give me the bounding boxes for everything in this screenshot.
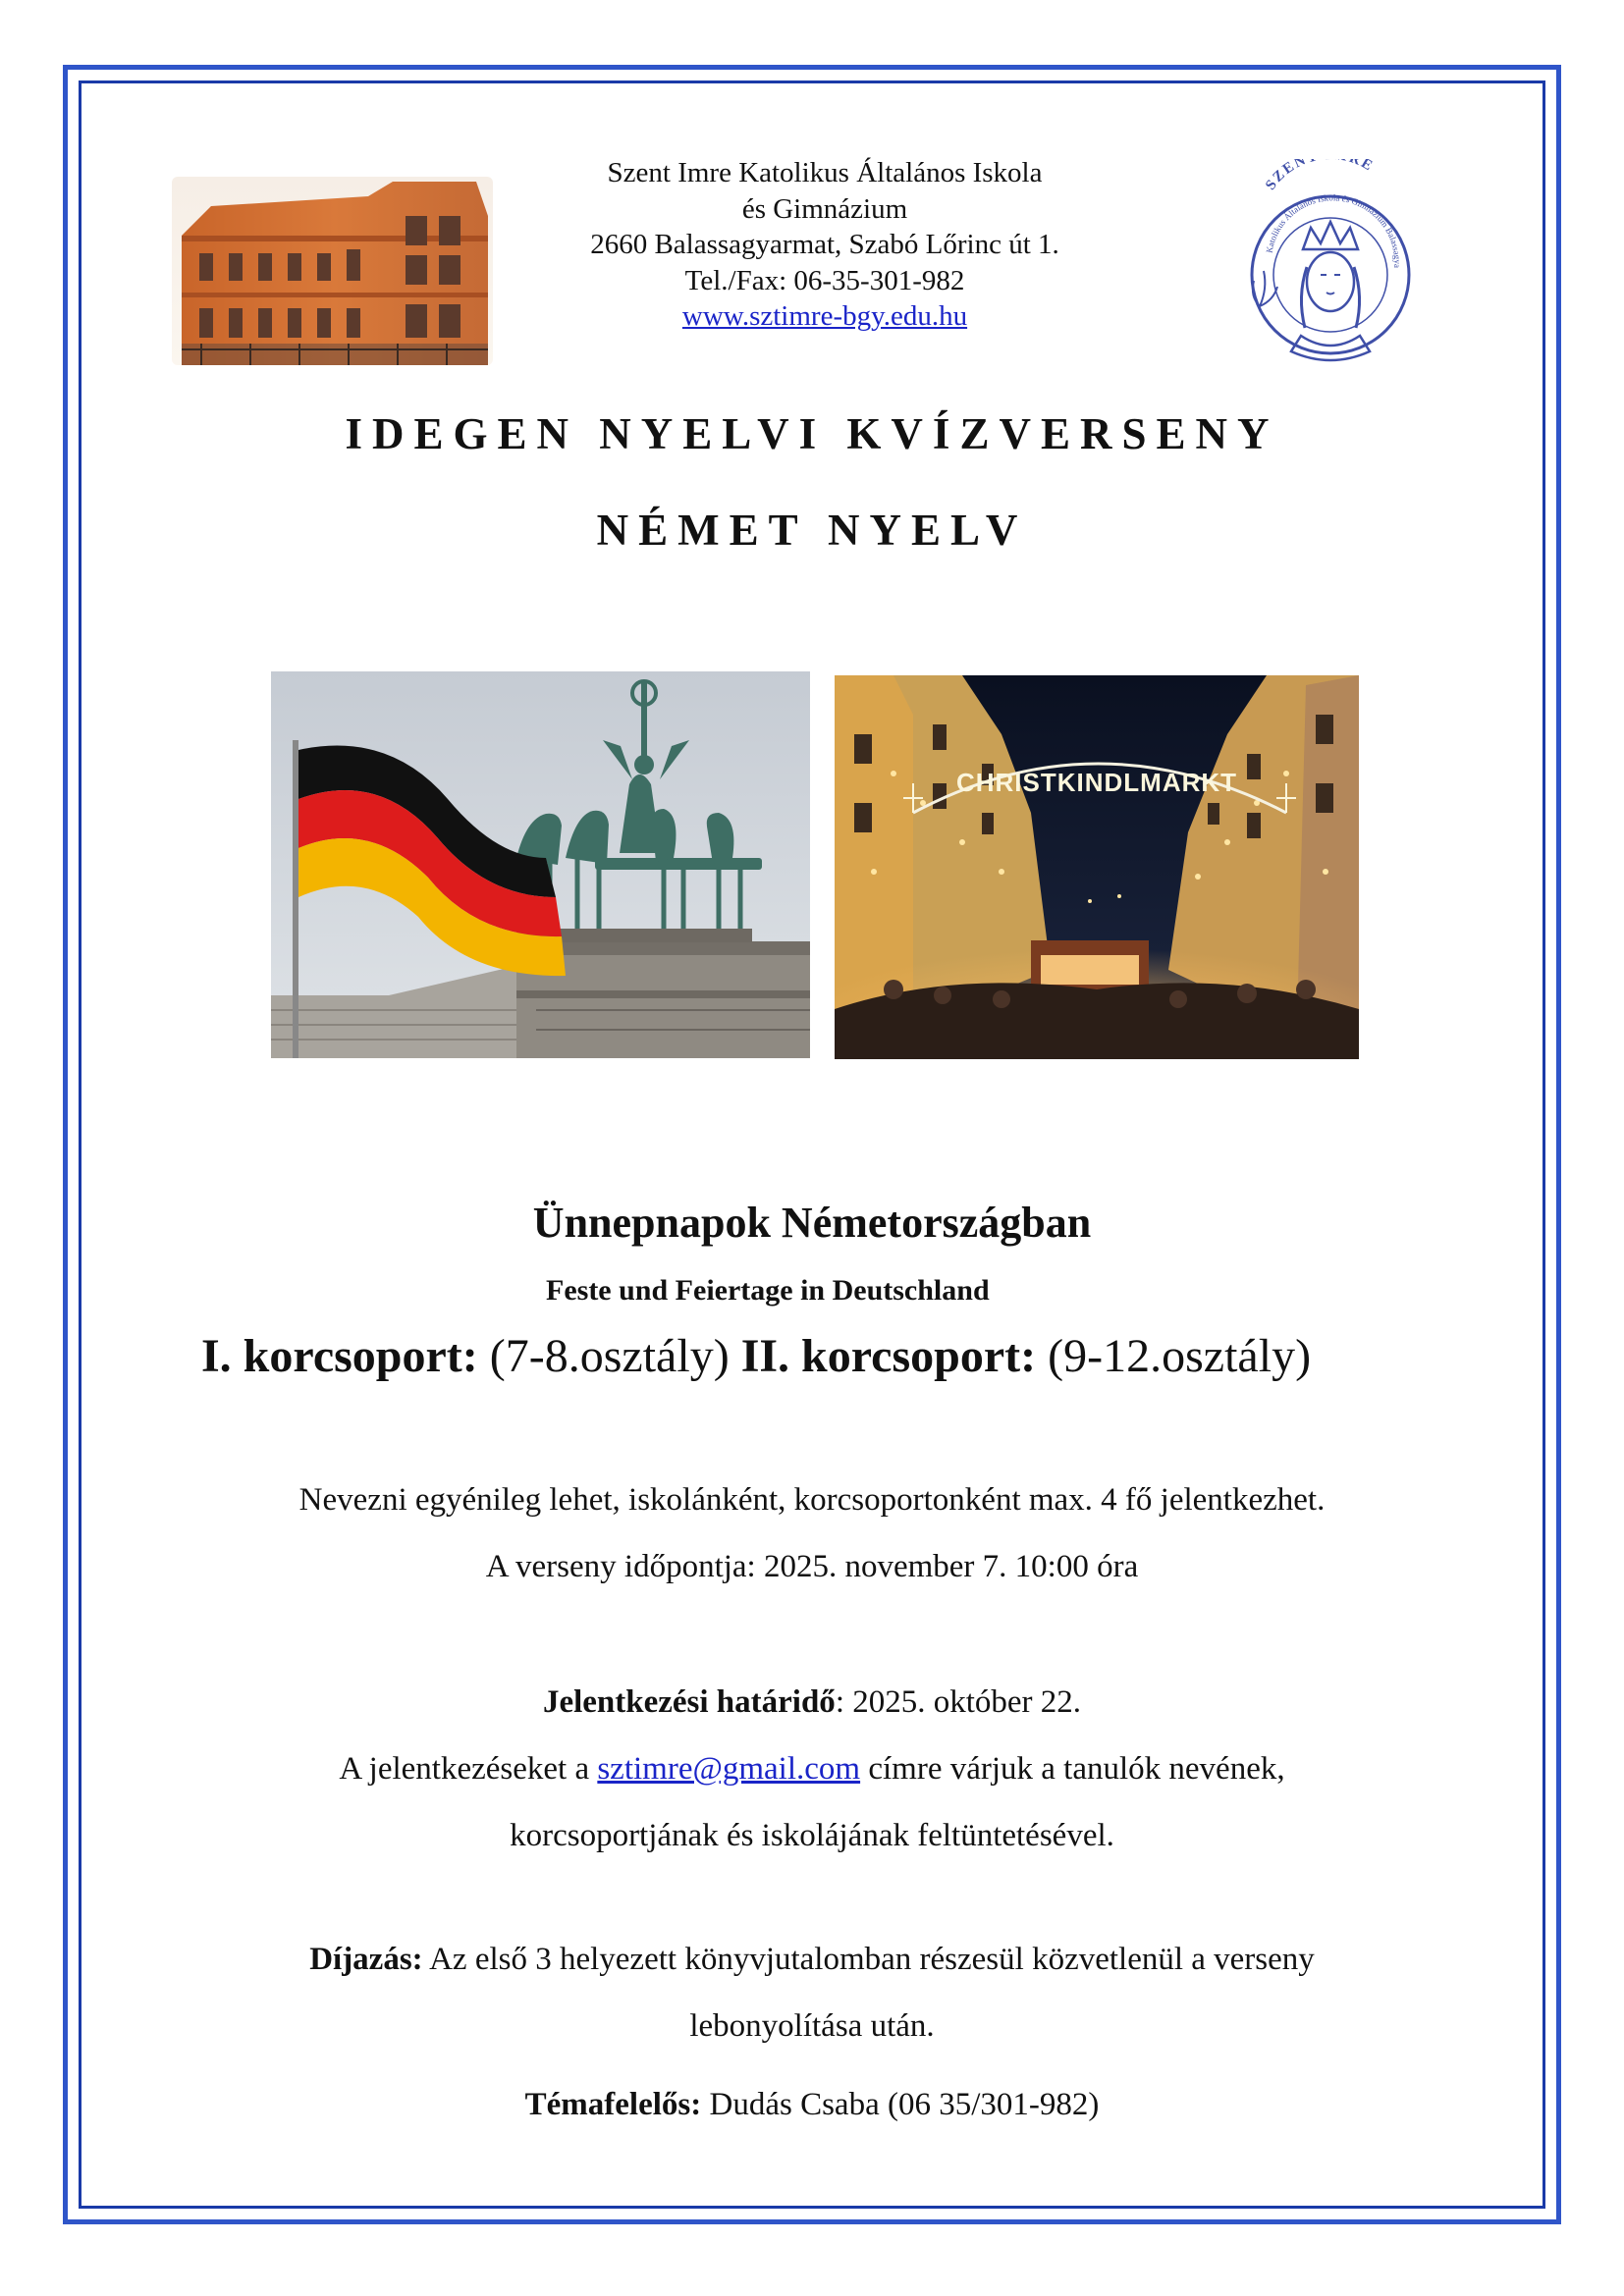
competition-date: A verseny időpontja: 2025. november 7. 10:00 óra	[485, 1549, 1139, 1584]
prize-line-2: lebonyolítása után.	[689, 2008, 935, 2044]
brandenburg-gate-flag-image	[271, 671, 810, 1058]
svg-text:SZENT IMRE	[1263, 159, 1377, 193]
market-sign-text: CHRISTKINDLMARKT	[955, 768, 1238, 797]
school-name-line2: és Gimnázium	[741, 192, 908, 225]
page-title: IDEGEN NYELVI KVÍZVERSENY	[345, 409, 1279, 458]
school-seal-logo	[1232, 159, 1429, 375]
school-contact-block	[530, 155, 1119, 335]
registration-text-pre: A jelentkezéseket a	[339, 1751, 598, 1787]
prize-text: Az első 3 helyezett könyvjutalomban részesül közvetlenül a verseny	[422, 1942, 1315, 1977]
registration-line	[0, 1751, 1624, 1788]
group-2-label: II. korcsoport:	[740, 1330, 1037, 1382]
topic-subtitle-german: Feste und Feiertage in Deutschland	[546, 1274, 990, 1307]
seal-ring-text: Katolikus Általános Iskola és Gimnázium Balassagya	[1264, 192, 1403, 269]
school-phone: Tel./Fax: 06-35-301-982	[684, 264, 965, 296]
school-address: 2660 Balassagyarmat, Szabó Lőrinc út 1.	[590, 229, 1059, 260]
registration-line-2: korcsoportjának és iskolájának feltüntetésével.	[510, 1818, 1114, 1853]
seal-top-text: SZEN RE	[1263, 159, 1377, 193]
svg-text:Katolikus Általános Iskola és	[1232, 159, 1402, 268]
school-building-image	[172, 177, 493, 365]
contact-value: Dudás Csaba (06 35/301-982)	[701, 2087, 1100, 2122]
group-2-value: (9-12.osztály)	[1036, 1330, 1312, 1382]
deadline-value: : 2025. október 22.	[835, 1684, 1082, 1720]
group-1-label: I. korcsoport:	[201, 1330, 478, 1382]
topic-title: Ünnepnapok Németországban	[532, 1199, 1092, 1247]
deadline-label: Jelentkezési határidő	[542, 1684, 836, 1720]
school-website-link[interactable]: www.sztimre-bgy.edu.hu	[681, 300, 968, 332]
contact-label: Témafelelős:	[524, 2087, 702, 2122]
prize-label: Díjazás:	[309, 1942, 423, 1977]
school-name: Szent Imre Katolikus Általános Iskola	[607, 157, 1043, 188]
prize-line	[0, 1942, 1624, 1978]
group-1-value: (7-8.osztály)	[477, 1330, 741, 1382]
email-link[interactable]: sztimre@gmail.com	[597, 1751, 861, 1787]
page-frame-inner	[79, 80, 1545, 2209]
page-subtitle: NÉMET NYELV	[596, 506, 1028, 555]
contact-line	[0, 2087, 1624, 2123]
age-groups	[201, 1329, 1311, 1383]
registration-text-post: címre várjuk a tanulók nevének,	[860, 1751, 1285, 1787]
deadline-line	[0, 1684, 1624, 1721]
entry-rules: Nevezni egyénileg lehet, iskolánként, korcsoportonként max. 4 fő jelentkezhet.	[298, 1482, 1326, 1518]
christmas-market-image	[835, 675, 1359, 1059]
